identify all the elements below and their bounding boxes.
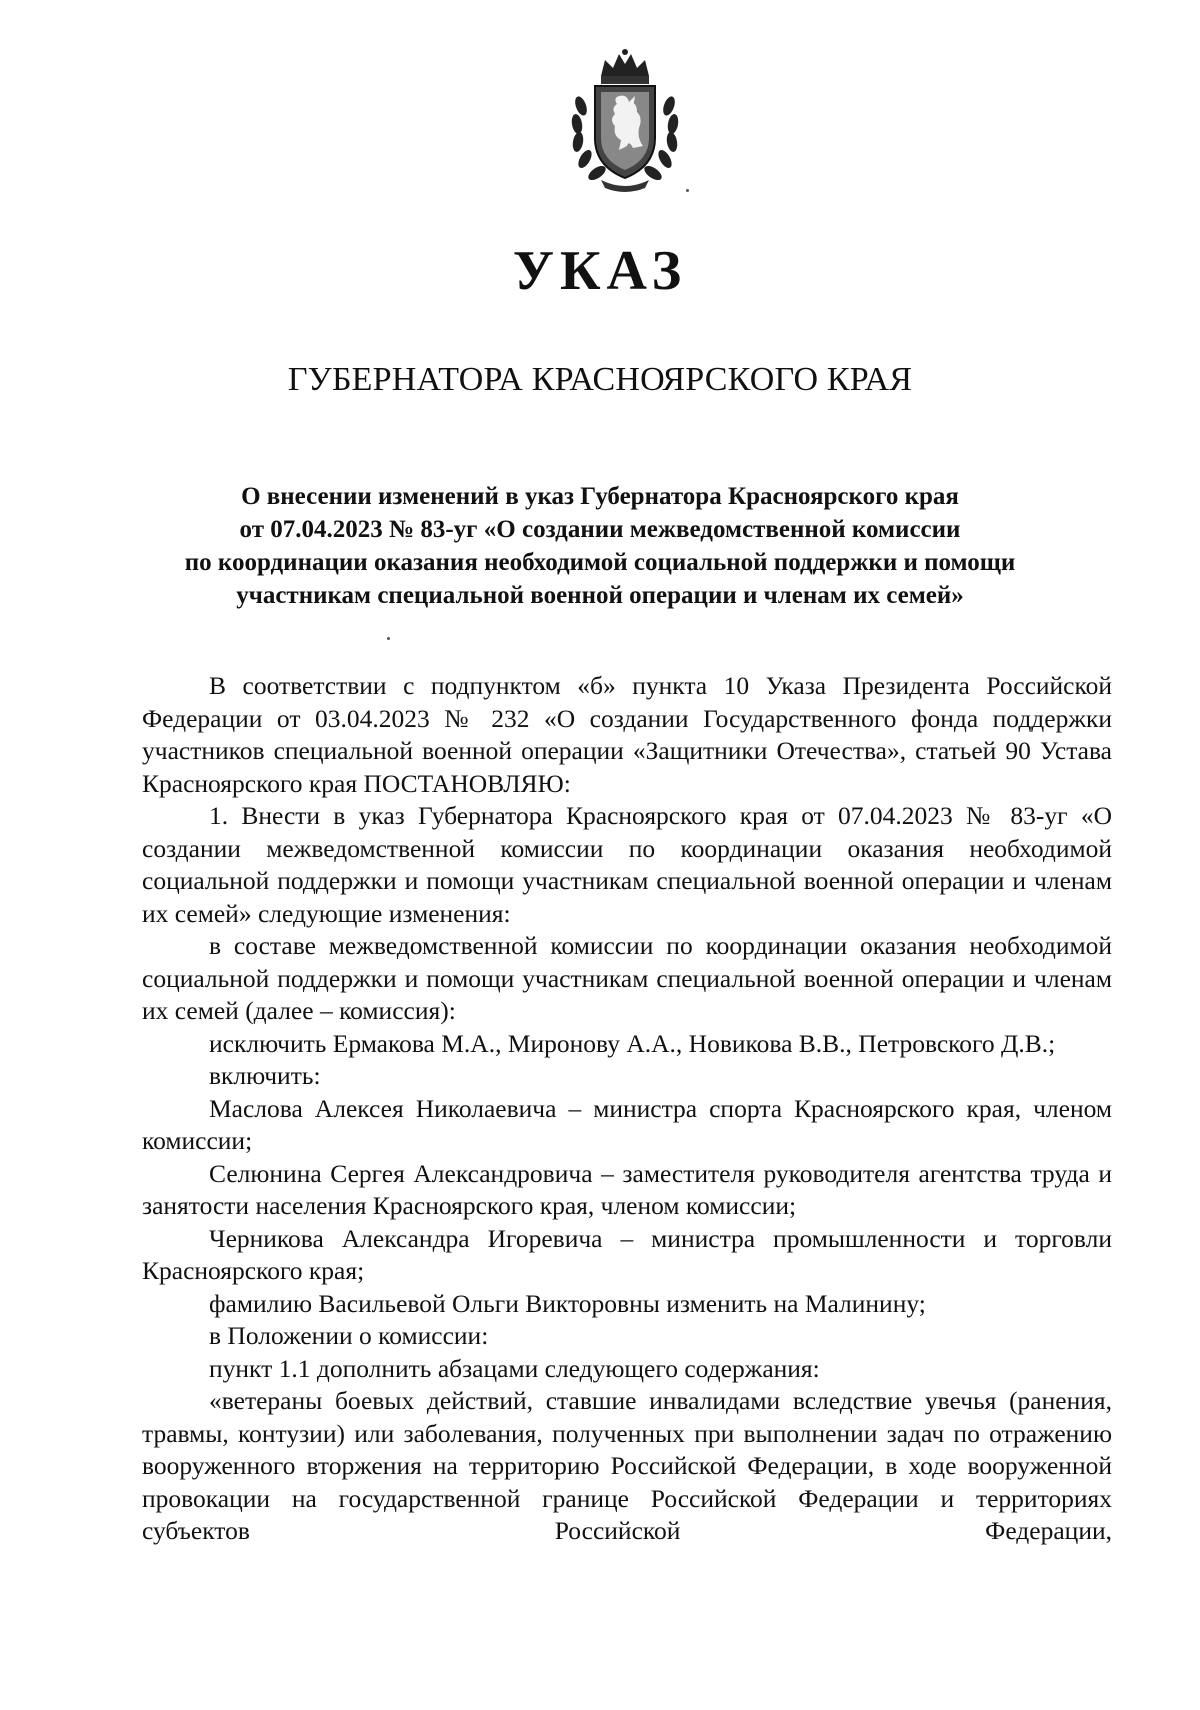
document-subtitle: ГУБЕРНАТОРА КРАСНОЯРСКОГО КРАЯ xyxy=(287,361,913,398)
heading-line: по координации оказания необходимой социальной поддержки и помощи xyxy=(184,549,1016,576)
body-paragraph: Черникова Александра Игоревича – министра промышленности и торговли Красноярского края; xyxy=(142,1223,1112,1285)
body-paragraph: «ветераны боевых действий, ставшие инвалидами вследствие увечья (ранения, травмы, контузии) или заболевания, полученных при выполнении задач по отражению вооруженного вторжения на территорию Российской Федерации, в ходе вооруженной провокации на государственной границе Российской Федерации и территориях субъектов Российской Федерации, xyxy=(142,1386,1112,1545)
body-paragraph: в Положении о комиссии: xyxy=(209,1321,489,1350)
body-paragraph: включить: xyxy=(209,1061,321,1090)
body-paragraph: В соответствии с подпунктом «б» пункта 10 Указа Президента Российской Федерации от 03.04.2023 № 232 «О создании Государственного фонда поддержки участников специальной военной операции «Защитники Отечества», статьей 90 Устава Красноярского края ПОСТАНОВЛЯЮ: xyxy=(142,671,1112,798)
body-paragraph: Маслова Алексея Николаевича – министра спорта Красноярского края, членом комиссии; xyxy=(142,1093,1112,1155)
heading-line: от 07.04.2023 № 83-уг «О создании межведомственной комиссии xyxy=(239,516,961,543)
body-paragraph: 1. Внести в указ Губернатора Красноярского края от 07.04.2023 № 83-уг «О создании межведомственной комиссии по координации оказания необходимой социальной поддержки и помощи участникам специальной военной операции и членам их семей» следующие изменения: xyxy=(142,801,1112,928)
body-paragraph: в составе межведомственной комиссии по координации оказания необходимой социальной поддержки и помощи участникам специальной военной операции и членам их семей (далее – комиссия): xyxy=(142,931,1112,1025)
document-title: УКАЗ xyxy=(512,240,688,302)
body-paragraph: пункт 1.1 дополнить абзацами следующего содержания: xyxy=(209,1353,820,1383)
document-body xyxy=(142,670,1112,1548)
body-paragraph: Селюнина Сергея Александровича – заместителя руководителя агентства труда и занятости населения Красноярского края, членом комиссии; xyxy=(142,1158,1112,1220)
scan-speck xyxy=(387,637,390,640)
body-paragraph: исключить Ермакова М.А., Миронову А.А., Новикова В.В., Петровского Д.В.; xyxy=(209,1028,1056,1058)
heading-line: участникам специальной военной операции и членам их семей» xyxy=(236,582,964,609)
coat-of-arms-icon xyxy=(567,46,683,192)
heading-line: О внесении изменений в указ Губернатора Красноярского края xyxy=(241,483,959,510)
scan-speck xyxy=(686,189,689,192)
body-paragraph: фамилию Васильевой Ольги Викторовны изменить на Малинину; xyxy=(209,1288,926,1318)
document-heading xyxy=(150,480,1050,612)
